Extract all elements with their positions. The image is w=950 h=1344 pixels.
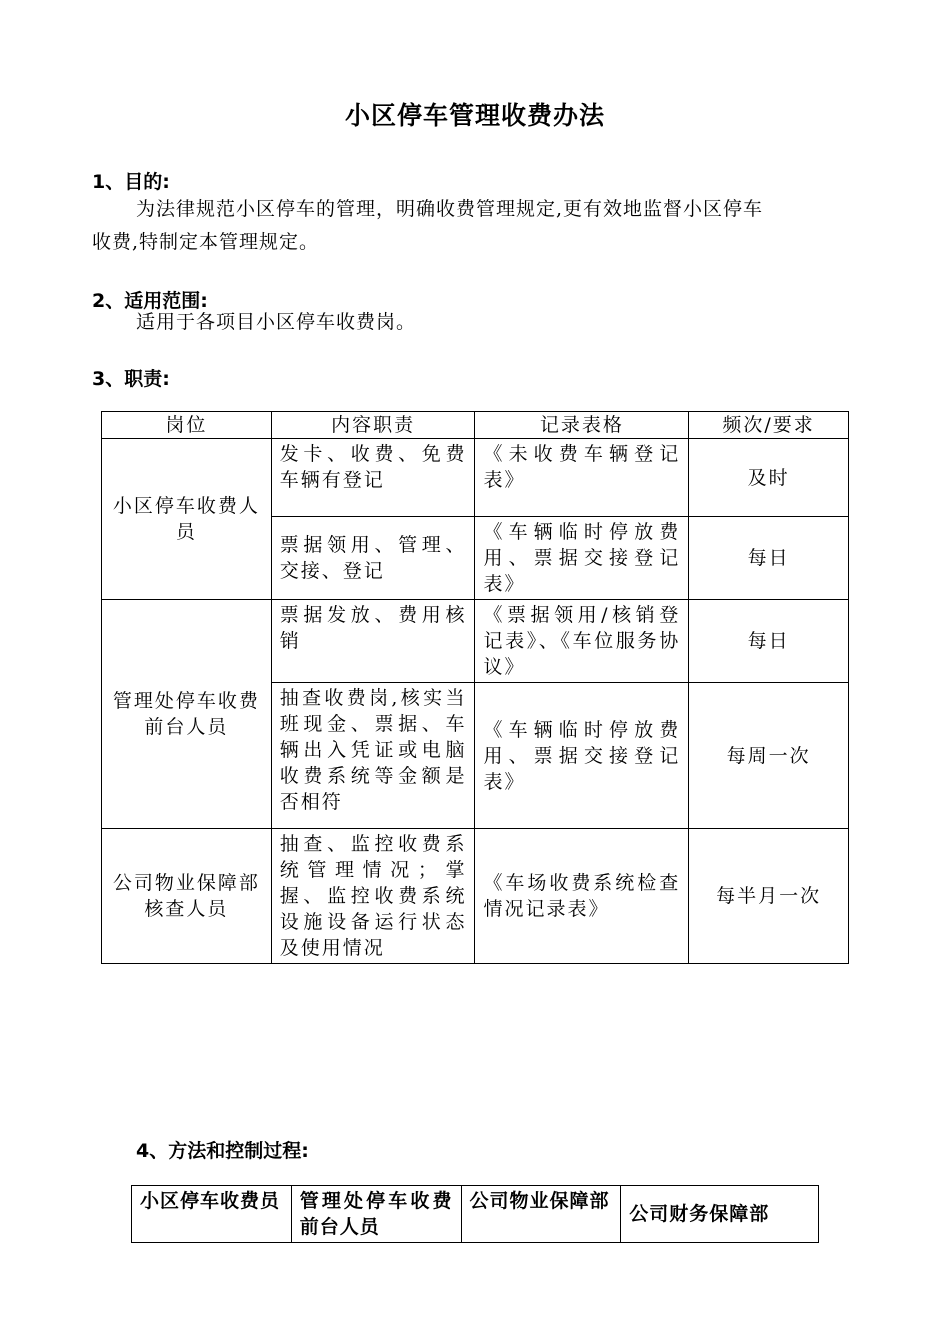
section-heading-scope: 2、适用范围:: [92, 290, 208, 312]
section-heading-process: 4、方法和控制过程:: [136, 1140, 309, 1162]
table-row: [102, 600, 849, 683]
duty-table-header-row: [102, 412, 849, 439]
process-header-row: [132, 1186, 819, 1243]
table-row: [102, 829, 849, 964]
process-header-cell: 公司财务保障部: [621, 1186, 819, 1243]
frequency-cell: 每周一次: [689, 683, 849, 829]
purpose-text-line1: 为法律规范小区停车的管理，明确收费管理规定,更有效地监督小区停车: [136, 198, 764, 220]
duty-cell: 票据领用、管理、交接、登记: [271, 517, 475, 600]
record-cell: 《未收费车辆登记表》: [475, 439, 689, 517]
duty-cell: 发卡、收费、免费车辆有登记: [271, 439, 475, 517]
header-cell-record: 记录表格: [475, 412, 689, 439]
header-cell-frequency: 频次/要求: [689, 412, 849, 439]
purpose-text-line2: 收费,特制定本管理规定。: [92, 231, 320, 253]
duty-cell: 票据发放、费用核销: [271, 600, 475, 683]
role-cell: 公司物业保障部核查人员: [102, 829, 272, 964]
role-cell: 小区停车收费人员: [102, 439, 272, 600]
record-cell: 《车场收费系统检查情况记录表》: [475, 829, 689, 964]
scope-text: 适用于各项目小区停车收费岗。: [136, 311, 417, 333]
document-title: 小区停车管理收费办法: [344, 101, 605, 130]
duty-cell: 抽查收费岗,核实当班现金、票据、车辆出入凭证或电脑收费系统等金额是否相符: [271, 683, 475, 829]
duty-cell: 抽查、监控收费系统管理情况；掌握、监控收费系统设施设备运行状态及使用情况: [271, 829, 475, 964]
section-heading-purpose: 1、目的:: [92, 171, 170, 193]
process-table: [131, 1185, 819, 1243]
frequency-cell: 每日: [689, 600, 849, 683]
section-heading-duties: 3、职责:: [92, 368, 170, 390]
frequency-cell: 每日: [689, 517, 849, 600]
duty-table: [101, 411, 849, 964]
record-cell: 《车辆临时停放费用、票据交接登记表》: [475, 517, 689, 600]
record-cell: 《车辆临时停放费用、票据交接登记表》: [475, 683, 689, 829]
frequency-cell: 每半月一次: [689, 829, 849, 964]
frequency-cell: 及时: [689, 439, 849, 517]
process-header-cell: 小区停车收费员: [132, 1186, 292, 1243]
record-cell: 《票据领用/核销登记表》、《车位服务协议》: [475, 600, 689, 683]
process-header-cell: 公司物业保障部: [461, 1186, 621, 1243]
role-cell: 管理处停车收费前台人员: [102, 600, 272, 829]
header-cell-role: 岗位: [102, 412, 272, 439]
process-header-cell: 管理处停车收费前台人员: [291, 1186, 461, 1243]
table-row: [102, 439, 849, 517]
header-cell-duty: 内容职责: [271, 412, 475, 439]
